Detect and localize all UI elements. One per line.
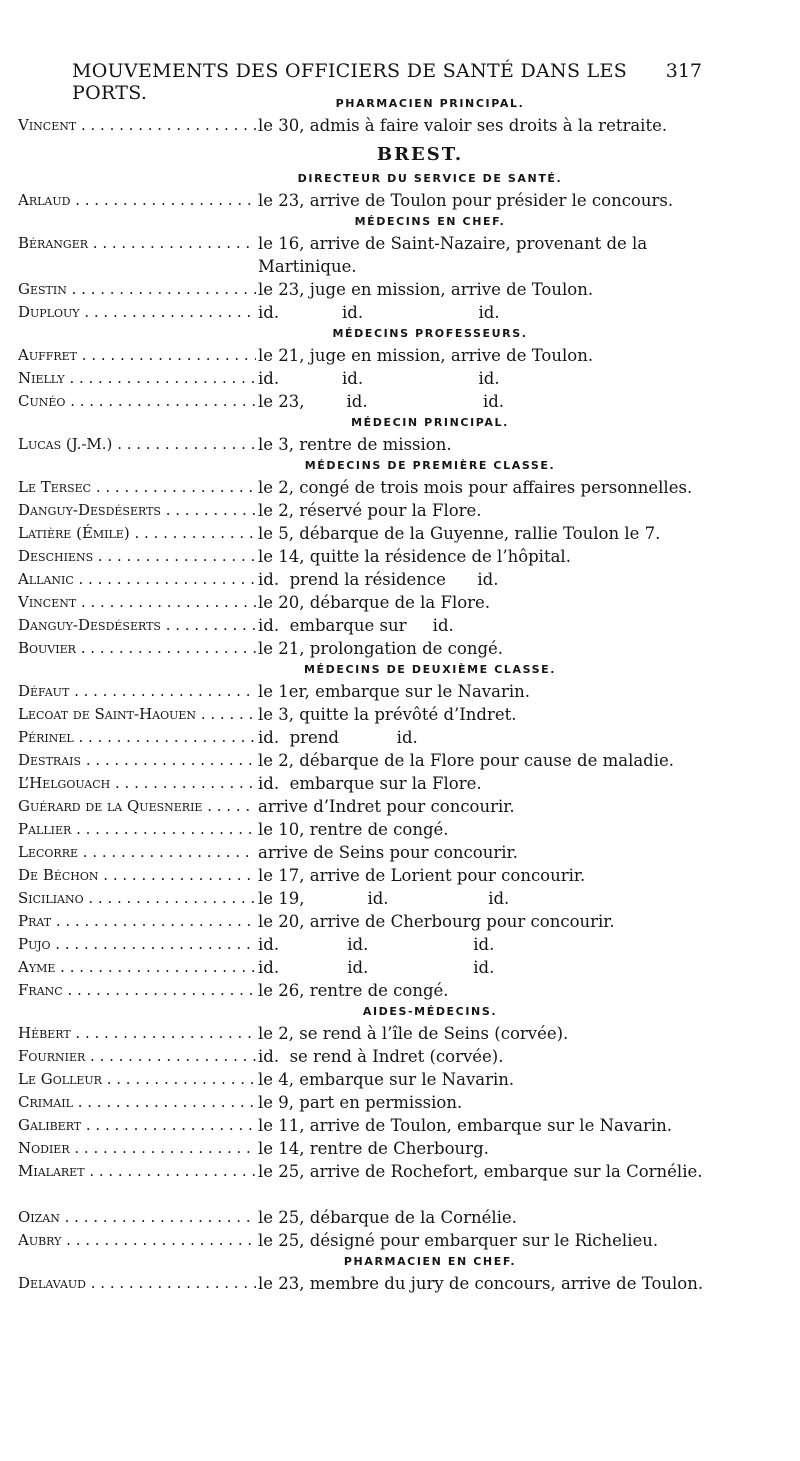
officer-name: Crimail . . . — [18, 1091, 256, 1114]
movement-text: le 2, congé de trois mois pour affaires personnelles. — [258, 478, 693, 497]
officer-name: Auffret . . . — [18, 344, 256, 367]
officer-name: Aubry . . . — [18, 1229, 256, 1252]
list-item — [0, 1022, 800, 1045]
officer-name: Gestin . . . — [18, 278, 256, 301]
officer-name: Siciliano . . . — [18, 887, 256, 910]
officer-name: Danguy-Desdéserts . . . — [18, 614, 256, 637]
movement-text: le 3, quitte la prévôté d’Indret. — [258, 705, 517, 724]
movement-text: le 14, rentre de Cherbourg. — [258, 1139, 489, 1158]
movement-text: le 11, arrive de Toulon, embarque sur le Navarin. — [258, 1116, 673, 1135]
officer-name: Vincent . . . — [18, 591, 256, 614]
list-item — [0, 499, 800, 522]
list-item — [0, 680, 800, 703]
officer-name: Latière (Émile) . . . — [18, 522, 256, 545]
section-heading: PHARMACIEN PRINCIPAL. — [335, 97, 525, 110]
list-item — [0, 390, 800, 413]
officer-name: Danguy-Desdéserts . . . — [18, 499, 256, 522]
officer-name: Le Golleur . . . — [18, 1068, 256, 1091]
officer-name: Cunéo . . . — [18, 390, 256, 413]
list-item — [0, 301, 800, 324]
movement-text: id. id. id. — [258, 369, 500, 388]
list-item — [0, 545, 800, 568]
list-item — [0, 637, 800, 660]
officer-name: Prat . . . — [18, 910, 256, 933]
list-item — [0, 189, 800, 212]
officer-name: Périnel . . . — [18, 726, 256, 749]
movement-text: id. se rend à Indret (corvée). — [258, 1047, 504, 1066]
list-item — [0, 772, 800, 795]
officer-name: Destrais . . . — [18, 749, 256, 772]
officer-name: Lecoat de Saint-Haouen . . . — [18, 703, 256, 726]
movement-text: le 25, débarque de la Cornélie. — [258, 1208, 517, 1227]
list-item — [0, 1045, 800, 1068]
officer-name: Lecorre . . . — [18, 841, 256, 864]
movement-text: le 4, embarque sur le Navarin. — [258, 1070, 515, 1089]
movement-text: le 9, part en permission. — [258, 1093, 463, 1112]
movement-text: le 25, désigné pour embarquer sur le Richelieu. — [258, 1231, 659, 1250]
movement-text: le 2, réservé pour la Flore. — [258, 501, 482, 520]
list-item — [0, 864, 800, 887]
officer-name: Oizan . . . — [18, 1206, 256, 1229]
movement-text: le 20, arrive de Cherbourg pour concourir. — [258, 912, 615, 931]
section-heading: PHARMACIEN EN CHEF. — [343, 1255, 517, 1268]
movement-text: le 16, arrive de Saint-Nazaire, provenant de la Martinique. — [258, 234, 653, 276]
section-heading: AIDES-MÉDECINS. — [362, 1005, 498, 1018]
officer-name: De Béchon . . . — [18, 864, 256, 887]
movement-text: le 20, débarque de la Flore. — [258, 593, 491, 612]
officer-name: Nodier . . . — [18, 1137, 256, 1160]
list-item — [0, 476, 800, 499]
section-heading: MÉDECINS EN CHEF. — [354, 215, 506, 228]
list-item — [0, 933, 800, 956]
movement-text: le 21, juge en mission, arrive de Toulon. — [258, 346, 594, 365]
page-number: 317 — [665, 60, 702, 82]
list-item — [0, 726, 800, 749]
officer-name: Lucas (J.-M.) . . . — [18, 433, 256, 456]
officer-name: Nielly . . . — [18, 367, 256, 390]
list-item — [0, 1206, 800, 1229]
section-heading: MÉDECINS DE DEUXIÈME CLASSE. — [303, 663, 557, 676]
movement-text: le 23, id. id. — [258, 392, 505, 411]
list-item — [0, 910, 800, 933]
movement-text: le 25, arrive de Rochefort, embarque sur la Cornélie. — [258, 1162, 703, 1181]
movement-text: le 1er, embarque sur le Navarin. — [258, 682, 530, 701]
list-item — [0, 367, 800, 390]
movement-text: id. prend la résidence id. — [258, 570, 499, 589]
officer-name: Allanic . . . — [18, 568, 256, 591]
list-item — [0, 433, 800, 456]
officer-name: Pallier . . . — [18, 818, 256, 841]
officer-name: Guérard de la Quesnerie . . . — [18, 795, 256, 818]
movement-text: le 5, débarque de la Guyenne, rallie Toulon le 7. — [258, 524, 661, 543]
list-item — [0, 818, 800, 841]
movement-text: le 2, se rend à l’île de Seins (corvée). — [258, 1024, 569, 1043]
list-item — [0, 795, 800, 818]
list-item — [0, 1114, 800, 1137]
running-title: MOUVEMENTS DES OFFICIERS DE SANTÉ DANS LES PORTS. — [72, 60, 628, 104]
list-item — [0, 1137, 800, 1160]
list-item — [0, 1091, 800, 1114]
movement-text: arrive de Seins pour concourir. — [258, 843, 518, 862]
movement-text: id. prend id. — [258, 728, 418, 747]
officer-name: Hébert . . . — [18, 1022, 256, 1045]
officer-name: Ayme . . . — [18, 956, 256, 979]
movement-text: le 3, rentre de mission. — [258, 435, 452, 454]
list-item — [0, 1272, 800, 1318]
movement-text: le 14, quitte la résidence de l’hôpital. — [258, 547, 571, 566]
officer-name: L’Helgouach . . . — [18, 772, 256, 795]
movement-text: le 21, prolongation de congé. — [258, 639, 504, 658]
list-item — [0, 1160, 800, 1206]
list-item — [0, 1229, 800, 1252]
list-item — [0, 956, 800, 979]
city-heading: BREST. — [376, 144, 464, 165]
list-item — [0, 232, 800, 278]
section-heading: MÉDECINS PROFESSEURS. — [332, 327, 528, 340]
officer-name: Bouvier . . . — [18, 637, 256, 660]
movement-text: le 17, arrive de Lorient pour concourir. — [258, 866, 586, 885]
movement-text: le 19, id. id. — [258, 889, 510, 908]
officer-name: Vincent . . . — [18, 114, 256, 137]
movement-text: le 30, admis à faire valoir ses droits à la retraite. — [258, 116, 668, 135]
movement-text: le 2, débarque de la Flore pour cause de maladie. — [258, 751, 675, 770]
officer-name: Le Tersec . . . — [18, 476, 256, 499]
list-item — [0, 979, 800, 1002]
movement-text: arrive d’Indret pour concourir. — [258, 797, 515, 816]
list-item — [0, 749, 800, 772]
list-item — [0, 614, 800, 637]
movement-text: id. embarque sur la Flore. — [258, 774, 482, 793]
movement-text: id. id. id. — [258, 303, 500, 322]
movement-text: id. id. id. — [258, 958, 495, 977]
movement-text: le 23, juge en mission, arrive de Toulon. — [258, 280, 594, 299]
officer-name: Défaut . . . — [18, 680, 256, 703]
officer-name: Pujo . . . — [18, 933, 256, 956]
section-heading: MÉDECIN PRINCIPAL. — [351, 416, 509, 429]
officer-name: Béranger . . . — [18, 232, 256, 255]
list-item — [0, 703, 800, 726]
list-item — [0, 114, 800, 137]
officer-name: Deschiens . . . — [18, 545, 256, 568]
list-item — [0, 591, 800, 614]
movement-text: le 10, rentre de congé. — [258, 820, 449, 839]
movement-text: le 26, rentre de congé. — [258, 981, 449, 1000]
list-item — [0, 887, 800, 910]
list-item — [0, 522, 800, 545]
movement-text: id. embarque sur id. — [258, 616, 454, 635]
section-heading: DIRECTEUR DU SERVICE DE SANTÉ. — [297, 172, 563, 185]
section-heading: MÉDECINS DE PREMIÈRE CLASSE. — [304, 459, 556, 472]
list-item — [0, 278, 800, 301]
officer-name: Galibert . . . — [18, 1114, 256, 1137]
officer-name: Mialaret . . . — [18, 1160, 256, 1183]
officer-name: Duplouy . . . — [18, 301, 256, 324]
list-item — [0, 841, 800, 864]
officer-name: Franc . . . — [18, 979, 256, 1002]
list-item — [0, 344, 800, 367]
movement-text: le 23, membre du jury de concours, arrive de Toulon. — [258, 1274, 704, 1293]
officer-name: Delavaud . . . — [18, 1272, 256, 1295]
officer-name: Arlaud . . . — [18, 189, 256, 212]
movement-text: le 23, arrive de Toulon pour présider le concours. — [258, 191, 674, 210]
movements-list — [0, 94, 800, 1318]
list-item — [0, 1068, 800, 1091]
officer-name: Fournier . . . — [18, 1045, 256, 1068]
list-item — [0, 568, 800, 591]
movement-text: id. id. id. — [258, 935, 495, 954]
